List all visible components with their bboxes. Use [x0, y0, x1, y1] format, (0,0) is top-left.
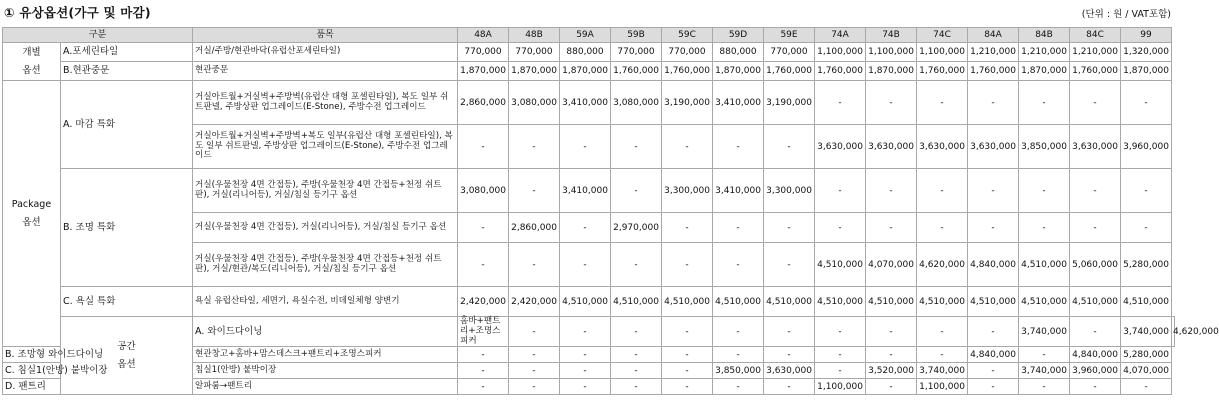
price-cell: -: [713, 125, 764, 169]
unit-note: (단위 : 원 / VAT포함): [1081, 9, 1171, 20]
item-description-cell: 거실아트월+거실벽+주방벽+복도 일부(유럽산 대형 포셀린타일), 복도 일부 쉬트판넬, 주방상판 업그레이드(E-Stone), 주방수전 업그레이드: [193, 125, 458, 169]
header-type: 59B: [611, 28, 662, 43]
price-cell: -: [917, 347, 968, 363]
price-cell: 4,510,000: [611, 287, 662, 317]
price-cell: 3,960,000: [1070, 363, 1121, 379]
price-cell: 4,510,000: [1019, 287, 1070, 317]
subcategory-cell: A. 마감 특화: [61, 81, 193, 169]
price-cell: 770,000: [662, 43, 713, 62]
header-item: 품목: [193, 28, 458, 43]
price-cell: -: [968, 81, 1019, 125]
price-cell: -: [764, 213, 815, 243]
item-description-cell: 거실(우물천장 4면 간접등), 거실(리니어등), 거실/침실 등기구 옵션: [193, 213, 458, 243]
price-cell: -: [662, 125, 713, 169]
price-cell: -: [1070, 317, 1121, 347]
price-cell: -: [611, 125, 662, 169]
price-cell: 3,630,000: [917, 125, 968, 169]
price-cell: 1,760,000: [917, 62, 968, 81]
price-cell: -: [458, 347, 509, 363]
price-cell: -: [560, 379, 611, 395]
price-cell: -: [611, 169, 662, 213]
price-cell: -: [458, 213, 509, 243]
price-cell: -: [509, 243, 560, 287]
price-cell: 3,190,000: [764, 81, 815, 125]
price-cell: 4,620,000: [1172, 317, 1175, 347]
price-cell: 770,000: [611, 43, 662, 62]
subcategory-cell: A. 와이드다이닝: [193, 317, 458, 347]
price-cell: -: [509, 379, 560, 395]
price-cell: 2,860,000: [458, 81, 509, 125]
item-description-cell: 거실(우물천장 4면 간접등), 주방(우물천장 4면 간접등+천정 쉬트판), 거실(리니어등), 거실/침실 등기구 옵션: [193, 169, 458, 213]
price-cell: 1,760,000: [1070, 62, 1121, 81]
price-cell: -: [1019, 81, 1070, 125]
price-cell: 5,280,000: [1121, 243, 1172, 287]
price-cell: 4,510,000: [1019, 243, 1070, 287]
price-cell: -: [968, 379, 1019, 395]
header-type: 74B: [866, 28, 917, 43]
price-cell: 1,320,000: [1121, 43, 1172, 62]
price-cell: -: [713, 347, 764, 363]
price-cell: -: [1121, 213, 1172, 243]
price-cell: -: [1070, 81, 1121, 125]
price-cell: -: [866, 317, 917, 347]
price-cell: 1,870,000: [866, 62, 917, 81]
item-description-cell: 욕실 유럽산타일, 세면기, 욕실수전, 비데일체형 양변기: [193, 287, 458, 317]
price-cell: 1,100,000: [866, 43, 917, 62]
price-cell: 880,000: [713, 43, 764, 62]
price-cell: -: [866, 347, 917, 363]
price-cell: 3,740,000: [1121, 317, 1172, 347]
header-type: 84A: [968, 28, 1019, 43]
price-cell: 1,760,000: [611, 62, 662, 81]
table-row: [3, 43, 1175, 62]
price-cell: -: [509, 347, 560, 363]
option-price-table: [2, 27, 1219, 395]
price-cell: 4,840,000: [1070, 347, 1121, 363]
price-cell: -: [764, 347, 815, 363]
price-cell: 3,190,000: [662, 81, 713, 125]
item-description-cell: 거실(우물천장 4면 간접등), 주방(우물천장 4면 간접등+천정 쉬트판), 거실/현관/복도(리니어등), 거실/침실 등기구 옵션: [193, 243, 458, 287]
price-cell: 4,070,000: [866, 243, 917, 287]
item-description-cell: 거실/주방/현관바닥(유럽산포세린타일): [193, 43, 458, 62]
subcategory-cell: B. 조망형 와이드다이닝: [3, 347, 61, 363]
price-cell: 1,210,000: [1019, 43, 1070, 62]
price-cell: -: [968, 213, 1019, 243]
price-cell: -: [713, 243, 764, 287]
price-cell: 1,870,000: [1121, 62, 1172, 81]
price-cell: 1,870,000: [509, 62, 560, 81]
price-cell: -: [764, 125, 815, 169]
price-cell: -: [458, 363, 509, 379]
price-cell: 4,510,000: [1121, 287, 1172, 317]
price-cell: 1,100,000: [917, 43, 968, 62]
price-cell: -: [815, 347, 866, 363]
price-cell: -: [968, 363, 1019, 379]
price-cell: -: [713, 213, 764, 243]
price-cell: 5,060,000: [1070, 243, 1121, 287]
price-cell: 5,280,000: [1121, 347, 1172, 363]
item-description-cell: 현관중문: [193, 62, 458, 81]
price-cell: -: [509, 317, 560, 347]
price-cell: 770,000: [458, 43, 509, 62]
price-cell: -: [509, 125, 560, 169]
price-cell: 3,740,000: [1019, 363, 1070, 379]
price-cell: 3,410,000: [560, 81, 611, 125]
price-cell: -: [611, 317, 662, 347]
header-type: 59D: [713, 28, 764, 43]
price-cell: 4,510,000: [713, 287, 764, 317]
price-cell: 2,420,000: [458, 287, 509, 317]
price-cell: -: [1121, 379, 1172, 395]
price-cell: -: [866, 81, 917, 125]
item-description-cell: 홈바+팬트리+조명스피커: [458, 317, 509, 347]
price-cell: 1,760,000: [764, 62, 815, 81]
price-cell: -: [1121, 169, 1172, 213]
price-cell: -: [509, 363, 560, 379]
price-cell: -: [560, 243, 611, 287]
price-cell: 3,740,000: [917, 363, 968, 379]
price-cell: 3,850,000: [1019, 125, 1070, 169]
price-cell: 1,870,000: [458, 62, 509, 81]
price-cell: -: [458, 379, 509, 395]
table-body: [3, 43, 1219, 395]
header-type: 74A: [815, 28, 866, 43]
price-cell: 1,870,000: [1019, 62, 1070, 81]
price-cell: 4,070,000: [1121, 363, 1172, 379]
price-cell: 770,000: [764, 43, 815, 62]
price-cell: 3,410,000: [560, 169, 611, 213]
subcategory-cell: B.현관중문: [61, 62, 193, 81]
price-cell: 1,870,000: [713, 62, 764, 81]
price-cell: -: [1121, 81, 1172, 125]
price-cell: 1,870,000: [560, 62, 611, 81]
price-cell: -: [458, 243, 509, 287]
table-row: [3, 62, 1175, 81]
price-cell: 3,960,000: [1121, 125, 1172, 169]
price-cell: 4,840,000: [968, 243, 1019, 287]
price-cell: -: [917, 81, 968, 125]
price-cell: 2,860,000: [509, 213, 560, 243]
subcategory-cell: A.포세린타일: [61, 43, 193, 62]
price-cell: 4,840,000: [968, 347, 1019, 363]
price-cell: 3,080,000: [509, 81, 560, 125]
price-cell: 4,510,000: [917, 287, 968, 317]
price-cell: 4,510,000: [866, 287, 917, 317]
price-cell: -: [1019, 169, 1070, 213]
header-type: 59C: [662, 28, 713, 43]
price-cell: 880,000: [560, 43, 611, 62]
price-cell: -: [815, 213, 866, 243]
price-cell: 1,760,000: [815, 62, 866, 81]
subcategory-cell: C. 욕실 특화: [61, 287, 193, 317]
header-type: 48A: [458, 28, 509, 43]
price-cell: 3,630,000: [1070, 125, 1121, 169]
header-type: 74C: [917, 28, 968, 43]
table-row: [3, 287, 1175, 317]
price-cell: -: [1070, 213, 1121, 243]
price-cell: -: [560, 213, 611, 243]
price-cell: -: [917, 213, 968, 243]
header-type: 59A: [560, 28, 611, 43]
category-cell: Package 옵션: [3, 81, 61, 347]
subcategory-cell: D. 팬트리: [3, 379, 61, 395]
price-cell: -: [764, 243, 815, 287]
header-type: 84C: [1070, 28, 1121, 43]
price-cell: -: [662, 379, 713, 395]
item-description-cell: 현관창고+홈바+맘스데스크+팬트리+조명스피커: [193, 347, 458, 363]
price-cell: 1,210,000: [1070, 43, 1121, 62]
price-cell: -: [662, 243, 713, 287]
price-cell: 1,760,000: [968, 62, 1019, 81]
table-row: [3, 169, 1175, 213]
price-cell: 3,740,000: [1019, 317, 1070, 347]
price-cell: -: [611, 347, 662, 363]
price-cell: 1,100,000: [917, 379, 968, 395]
price-cell: 1,760,000: [662, 62, 713, 81]
price-cell: 3,520,000: [866, 363, 917, 379]
subcategory-cell: B. 조명 특화: [61, 169, 193, 287]
price-cell: 3,630,000: [866, 125, 917, 169]
price-cell: -: [662, 347, 713, 363]
item-description-cell: 알파룸→팬트리: [193, 379, 458, 395]
price-cell: 1,100,000: [815, 43, 866, 62]
price-cell: -: [866, 169, 917, 213]
price-cell: -: [662, 363, 713, 379]
price-cell: -: [509, 169, 560, 213]
price-cell: 4,510,000: [662, 287, 713, 317]
table-header-row: [3, 28, 1175, 43]
item-description-cell: 거실아트월+거실벽+주방벽(유럽산 대형 포셀린타일), 복도 일부 쉬트판넬, 주방상판 업그레이드(E-Stone), 주방수전 업그레이드: [193, 81, 458, 125]
price-cell: 2,420,000: [509, 287, 560, 317]
price-cell: 3,630,000: [815, 125, 866, 169]
section-title: ① 유상옵션(가구 및 마감): [4, 5, 151, 20]
price-cell: -: [866, 379, 917, 395]
price-cell: 3,410,000: [713, 169, 764, 213]
header-type: 59E: [764, 28, 815, 43]
price-cell: 3,410,000: [713, 81, 764, 125]
price-cell: 4,510,000: [764, 287, 815, 317]
price-cell: -: [1070, 169, 1121, 213]
price-cell: -: [815, 363, 866, 379]
price-cell: 1,210,000: [968, 43, 1019, 62]
price-cell: 4,510,000: [815, 287, 866, 317]
table-row: [3, 81, 1175, 125]
price-cell: -: [815, 169, 866, 213]
item-description-cell: 침실1(안방) 붙박이장: [193, 363, 458, 379]
price-cell: 3,630,000: [764, 363, 815, 379]
header-type: 99: [1121, 28, 1172, 43]
price-cell: -: [968, 317, 1019, 347]
price-cell: -: [611, 363, 662, 379]
price-cell: -: [560, 363, 611, 379]
price-cell: 4,510,000: [560, 287, 611, 317]
price-cell: -: [662, 317, 713, 347]
price-cell: 3,300,000: [764, 169, 815, 213]
price-cell: 4,620,000: [917, 243, 968, 287]
price-cell: 3,630,000: [968, 125, 1019, 169]
price-cell: -: [560, 317, 611, 347]
header-group: 구분: [3, 28, 193, 43]
price-cell: -: [815, 81, 866, 125]
table-row: [3, 317, 1175, 347]
price-cell: 3,080,000: [611, 81, 662, 125]
price-cell: -: [764, 317, 815, 347]
price-cell: -: [764, 379, 815, 395]
price-cell: -: [917, 317, 968, 347]
price-cell: -: [713, 379, 764, 395]
price-cell: 3,080,000: [458, 169, 509, 213]
price-cell: -: [1019, 379, 1070, 395]
price-cell: 1,100,000: [815, 379, 866, 395]
price-cell: 4,510,000: [968, 287, 1019, 317]
header-type: 84B: [1019, 28, 1070, 43]
price-cell: 3,300,000: [662, 169, 713, 213]
price-cell: -: [713, 317, 764, 347]
price-cell: -: [866, 213, 917, 243]
price-cell: 4,510,000: [815, 243, 866, 287]
price-cell: 2,970,000: [611, 213, 662, 243]
category-cell: 개별 옵션: [3, 43, 61, 81]
price-cell: -: [662, 213, 713, 243]
price-cell: -: [611, 379, 662, 395]
price-cell: -: [560, 347, 611, 363]
price-cell: 3,850,000: [713, 363, 764, 379]
price-cell: -: [917, 169, 968, 213]
header-type: 48B: [509, 28, 560, 43]
price-cell: 4,510,000: [1070, 287, 1121, 317]
category-cell: 공간 옵션: [61, 317, 193, 395]
price-cell: -: [458, 125, 509, 169]
price-cell: -: [1019, 213, 1070, 243]
price-cell: 770,000: [509, 43, 560, 62]
price-cell: -: [1019, 347, 1070, 363]
price-cell: -: [968, 169, 1019, 213]
price-cell: -: [1070, 379, 1121, 395]
price-cell: -: [611, 243, 662, 287]
subcategory-cell: C. 침실1(안방) 붙박이장: [3, 363, 61, 379]
price-cell: -: [560, 125, 611, 169]
price-cell: -: [815, 317, 866, 347]
